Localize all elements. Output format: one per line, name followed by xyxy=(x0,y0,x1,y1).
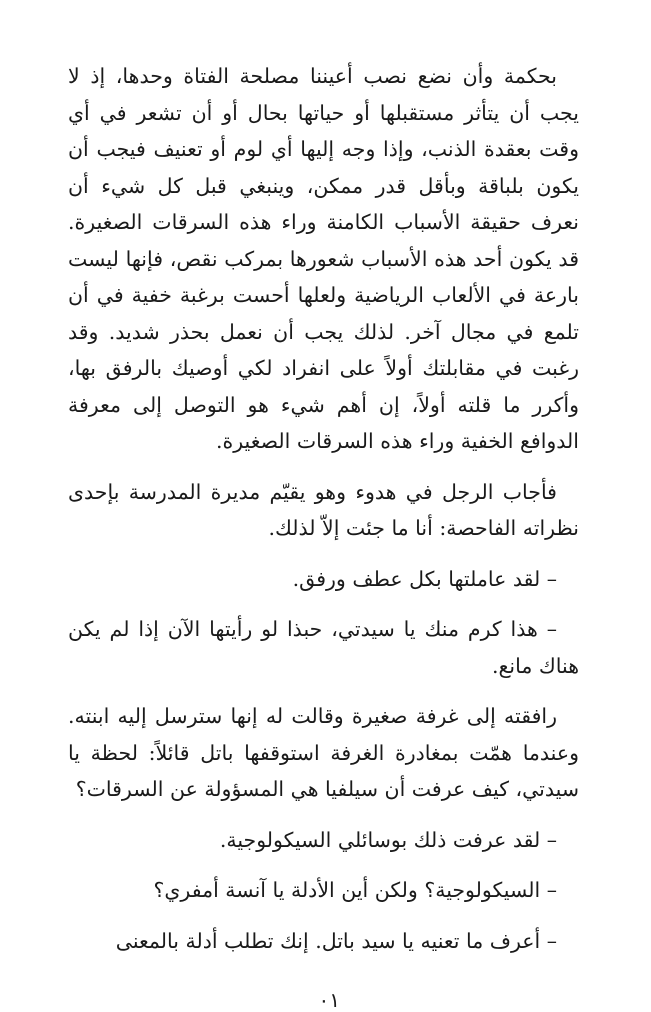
dialogue-line-5: – أعرف ما تعنيه يا سيد باتل. إنك تطلب أدلة بالمعنى xyxy=(115,928,557,953)
dialogue-line-3: – لقد عرفت ذلك بوسائلي السيكولوجية. xyxy=(219,827,557,852)
dialogue-line-4: – السيكولوجية؟ ولكن أين الأدلة يا آنسة أمفري؟ xyxy=(153,878,557,902)
paragraph-1: بحكمة وأن نضع نصب أعيننا مصلحة الفتاة وحدها، إذ لا يجب أن يتأثر مستقبلها أو حياتها بحال أو أن تشعر في أي وقت بعقدة الذنب، وإذا وجه إليها أي لوم أو تعنيف فيجب أن يكون بلباقة وبأقل قدر ممكن، وينبغي قبل كل شيء أن نعرف حقيقة الأسباب الكامنة وراء هذه السرقات الصغيرة. قد يكون أحد هذه الأسباب شعورها بمركب نقص، فإنها ليست بارعة في الألعاب الرياضية ولعلها أحست برغبة خفية في أن تلمع في مجال آخر. لذلك يجب أن نعمل بحذر شديد. وقد رغبت في مقابلتك أولاً على انفراد لكي أوصيك بالرفق بها، وأكرر ما قلته أولاً، إن أهم شيء هو التوصل إلى معرفة الدوافع الخفية وراء هذه السرقات الصغيرة. xyxy=(68,64,579,453)
paragraph-3: رافقته إلى غرفة صغيرة وقالت له إنها سترسل إليه ابنته. وعندما همّت بمغادرة الغرفة استوقفها باتل قائلاً: لحظة يا سيدتي، كيف عرفت أن سيلفيا هي المسؤولة عن السرقات؟ xyxy=(68,704,579,801)
paragraph-2: فأجاب الرجل في هدوء وهو يقيّم مديرة المدرسة بإحدى نظراته الفاحصة: أنا ما جئت إلاّ لذلك. xyxy=(68,479,579,540)
dialogue-line-2: – هذا كرم منك يا سيدتي، حبذا لو رأيتها الآن إذا لم يكن هناك مانع. xyxy=(68,617,579,678)
page-body xyxy=(68,58,579,973)
page-number-fragment: ٠١ xyxy=(318,988,340,1012)
dialogue-line-1: – لقد عاملتها بكل عطف ورفق. xyxy=(292,566,557,591)
